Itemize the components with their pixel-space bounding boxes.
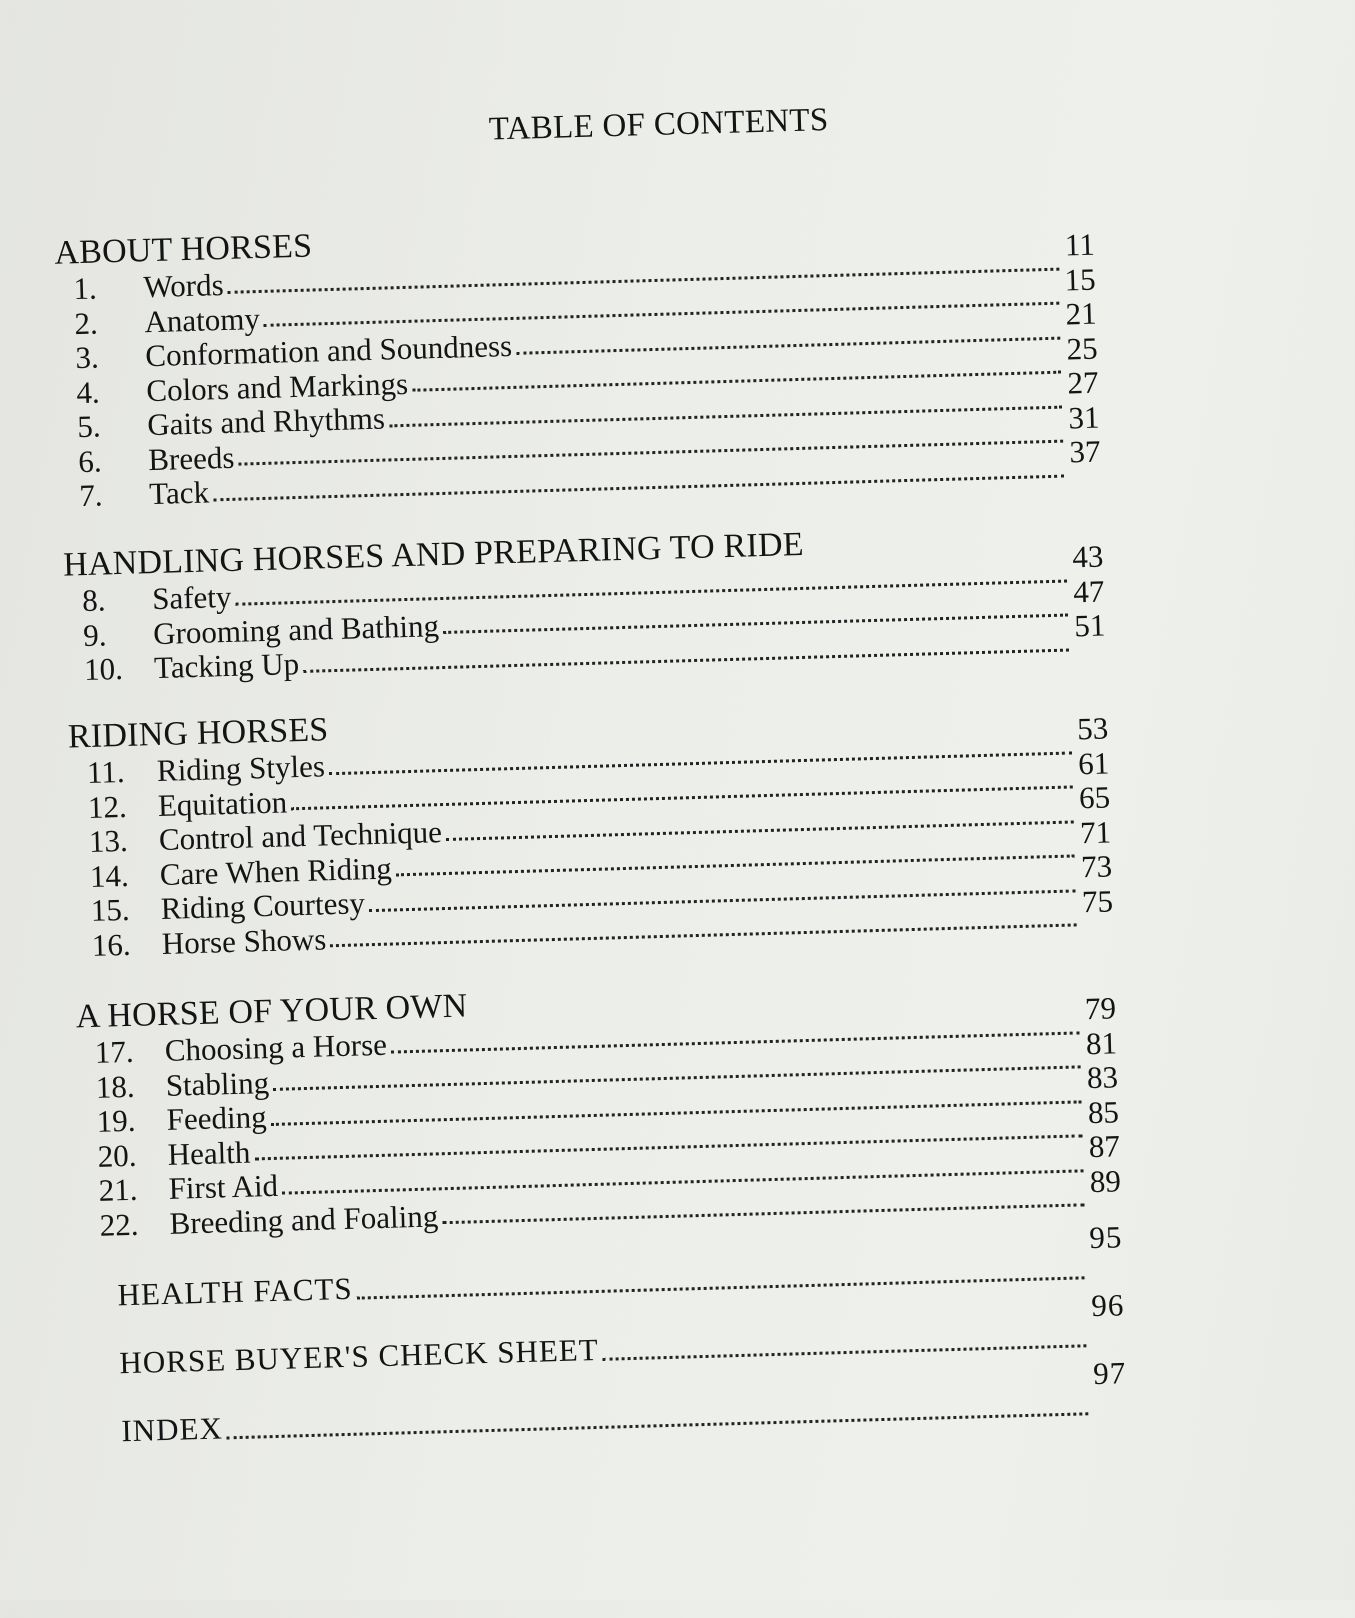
entry-label: Breeding and Foaling [169,1197,439,1241]
entry-page-number: 65 [1078,779,1111,816]
entry-label: Horse Shows [161,920,327,961]
dot-leader [303,644,1069,672]
entry-page-number: 31 [1067,399,1100,435]
entry-label: Breeds [147,439,235,477]
entry-page-number: 37 [1068,433,1101,470]
entry-label: Control and Technique [158,814,443,857]
entry-page-number: 83 [1086,1059,1119,1096]
entry-page-number: 51 [1073,607,1106,644]
entry-number: 16. [91,926,132,963]
entry-number: 2. [73,305,99,341]
section-heading: HANDLING HORSES AND PREPARING TO RIDE [62,525,805,584]
page-title: TABLE OF CONTENTS [488,102,829,148]
entry-page-number: 21 [1065,295,1098,332]
entry-label: HEALTH FACTS [117,1270,354,1313]
entry-page-number: 95 [1088,1219,1123,1256]
dot-leader [442,1199,1084,1224]
entry-label: Words [142,266,225,305]
entry-number: 8. [81,582,106,619]
entry-page-number: 43 [1071,538,1104,575]
entry-number: 20. [97,1137,137,1174]
entry-page-number: 89 [1089,1162,1122,1199]
entry-page-number: 47 [1072,573,1105,609]
entry-page-number: 96 [1090,1287,1125,1324]
dot-leader [227,1408,1088,1439]
dot-leader [330,919,1076,947]
entry-page-number: 25 [1066,330,1099,366]
entry-page-number: 15 [1064,261,1097,297]
entry-number: 10. [83,650,124,688]
entry-label: Feeding [166,1099,268,1137]
entry-number: 15. [90,891,131,928]
entry-number: 18. [95,1068,136,1105]
section-about-horses [54,206,1101,514]
entry-label: Safety [151,578,232,617]
entry-page-number: 61 [1077,744,1110,781]
entry-number: 9. [82,616,107,653]
entry-number: 19. [96,1102,136,1139]
entry-page-number: 73 [1080,848,1113,885]
entry-label: Equitation [157,783,288,823]
entry-label: Tack [148,474,210,512]
entry-number: 22. [99,1206,139,1243]
entry-label: Stabling [165,1064,270,1103]
entry-number: 12. [87,788,128,825]
entry-label: Riding Courtesy [160,885,366,926]
entry-label: Health [167,1134,251,1172]
section-horse-of-your-own [75,969,1121,1243]
entry-number: 14. [89,857,130,894]
entry-label: First Aid [168,1167,279,1206]
entry-page-number: 27 [1067,364,1099,401]
entry-label: Gaits and Rhythms [146,400,386,443]
entry-number: 21. [98,1171,138,1208]
entry-number: 1. [73,270,98,307]
entry-page-number: 81 [1085,1024,1118,1061]
dot-leader [213,470,1064,501]
entry-label: HORSE BUYER'S CHECK SHEET [119,1331,600,1381]
entry-label: Riding Styles [156,748,326,789]
entry-label: INDEX [120,1410,224,1449]
entry-label: Care When Riding [159,850,393,892]
section-handling-horses [63,518,1107,688]
entry-page-number: 97 [1092,1355,1127,1392]
entry-page-number: 11 [1064,226,1096,263]
section-heading: A HORSE OF YOUR OWN [75,987,468,1036]
entry-number: 6. [77,442,103,479]
entry-label: Conformation and Soundness [144,327,513,374]
entry-label: Anatomy [143,300,261,339]
entry-page-number: 75 [1081,882,1114,919]
section-heading: RIDING HORSES [67,711,329,756]
entry-number: 17. [94,1033,135,1070]
entry-number: 7. [78,477,104,514]
entry-label: Tacking Up [153,646,300,686]
entry-label: Colors and Markings [145,365,409,408]
entry-label: Grooming and Bathing [152,607,440,651]
entry-page-number: 87 [1088,1128,1121,1165]
entry-page-number: 53 [1076,710,1109,747]
entry-page-number: 85 [1087,1093,1120,1130]
entry-number: 5. [76,408,102,445]
entry-number: 13. [88,822,129,859]
entry-page-number: 79 [1084,990,1117,1027]
entry-number: 11. [86,753,126,790]
entry-label: Choosing a Horse [164,1026,388,1068]
section-riding-horses [67,689,1113,963]
section-heading: ABOUT HORSES [53,227,313,272]
dot-leader [357,1272,1085,1299]
entry-number: 3. [74,339,100,376]
entry-number: 4. [75,373,101,410]
entry-page-number: 71 [1079,813,1112,850]
dot-leader [603,1340,1087,1361]
